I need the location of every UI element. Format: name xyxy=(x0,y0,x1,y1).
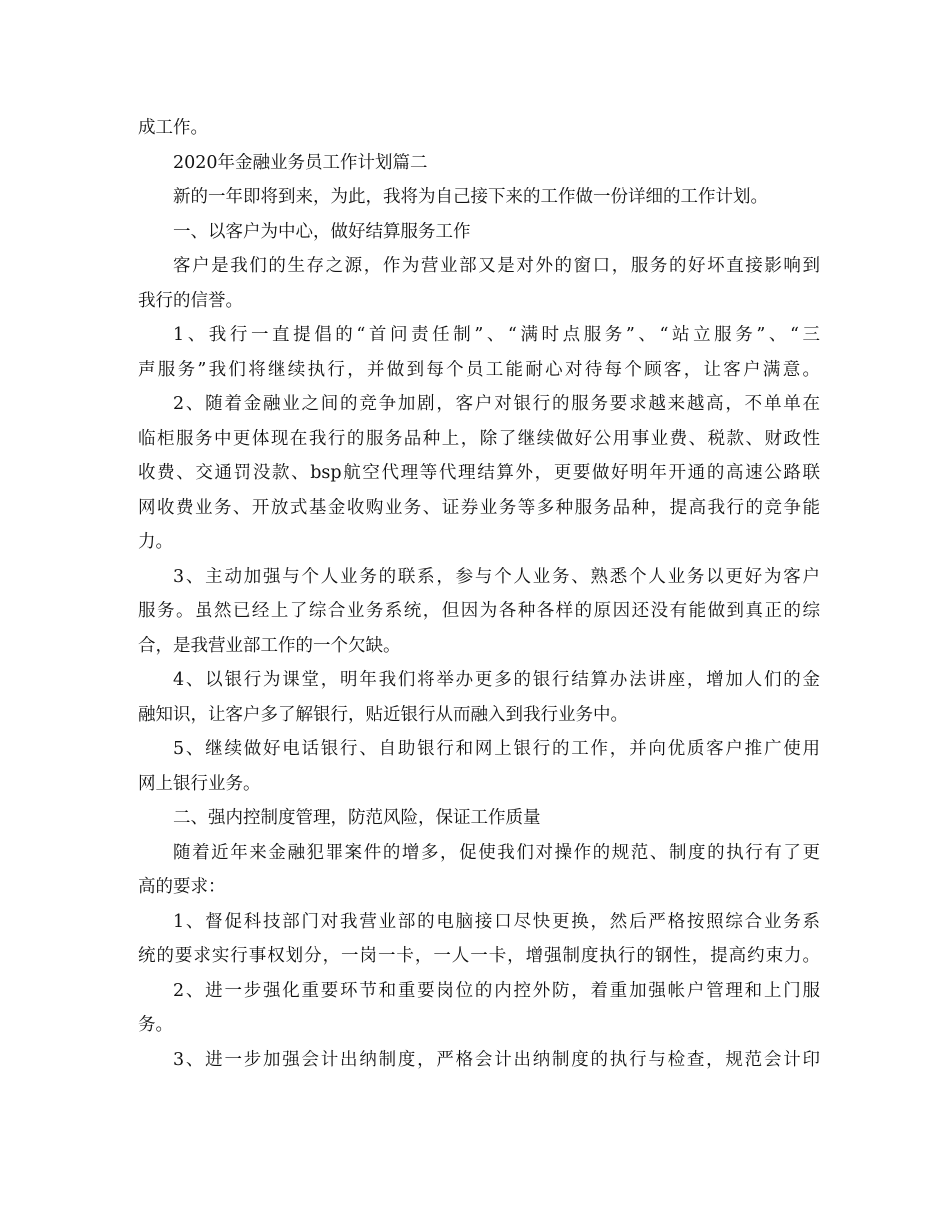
paragraph-line: 服务。虽然已经上了综合业务系统，但因为各种各样的原因还没有能做到真正的综 xyxy=(138,601,820,621)
paragraph-line: 5、继续做好电话银行、自助银行和网上银行的工作，并向优质客户推广使用 xyxy=(173,739,820,759)
paragraph-line: 务。 xyxy=(138,1015,173,1035)
paragraph-line: 融知识，让客户多了解银行，贴近银行从而融入到我行业务中。 xyxy=(138,704,628,725)
paragraph-line: 力。 xyxy=(138,532,173,552)
paragraph-line: 1、督促科技部门对我营业部的电脑接口尽快更换，然后严格按照综合业务系 xyxy=(173,911,820,932)
paragraph-line: 随着近年来金融犯罪案件的增多，促使我们对操作的规范、制度的执行有了更 xyxy=(173,842,820,863)
section-title: 2020年金融业务员工作计划篇二 xyxy=(173,152,428,173)
paragraph-line: 收费、交通罚没款、bsp航空代理等代理结算外，更要做好明年开通的高速公路联 xyxy=(138,463,820,483)
paragraph-line: 高的要求： xyxy=(138,877,226,897)
heading-line: 一、以客户为中心，做好结算服务工作 xyxy=(173,221,471,242)
paragraph-line: 4、以银行为课堂，明年我们将举办更多的银行结算办法讲座，增加人们的金 xyxy=(173,670,820,690)
paragraph-line: 3、主动加强与个人业务的联系，参与个人业务、熟悉个人业务以更好为客户 xyxy=(173,566,820,587)
paragraph-line: 新的一年即将到来，为此，我将为自己接下来的工作做一份详细的工作计划。 xyxy=(173,187,768,207)
paragraph-line: 合，是我营业部工作的一个欠缺。 xyxy=(138,635,401,656)
paragraph-line: 网收费业务、开放式基金收购业务、证券业务等多种服务品种，提高我行的竞争能 xyxy=(138,497,820,518)
paragraph-line: 1、我行一直提倡的“首问责任制”、“满时点服务”、“站立服务”、“三 xyxy=(173,325,820,345)
heading-line: 二、强内控制度管理，防范风险，保证工作质量 xyxy=(173,808,541,828)
paragraph-line: 网上银行业务。 xyxy=(138,773,261,794)
paragraph-line: 统的要求实行事权划分，一岗一卡，一人一卡，增强制度执行的钢性，提高约束力。 xyxy=(138,946,820,966)
text-line: 成工作。 xyxy=(138,118,208,138)
paragraph-line: 声服务”我们将继续执行，并做到每个员工能耐心对待每个顾客，让客户满意。 xyxy=(138,359,820,380)
paragraph-line: 2、随着金融业之间的竞争加剧，客户对银行的服务要求越来越高，不单单在 xyxy=(173,394,820,414)
paragraph-line: 3、进一步加强会计出纳制度，严格会计出纳制度的执行与检查，规范会计印 xyxy=(173,1049,820,1070)
paragraph-line: 临柜服务中更体现在我行的服务品种上，除了继续做好公用事业费、税款、财政性 xyxy=(138,428,820,449)
paragraph-line: 客户是我们的生存之源，作为营业部又是对外的窗口，服务的好坏直接影响到 xyxy=(173,256,820,276)
document-body xyxy=(138,111,820,1077)
paragraph-line: 2、进一步强化重要环节和重要岗位的内控外防，着重加强帐户管理和上门服 xyxy=(173,980,820,1001)
paragraph-line: 我行的信誉。 xyxy=(138,290,243,311)
